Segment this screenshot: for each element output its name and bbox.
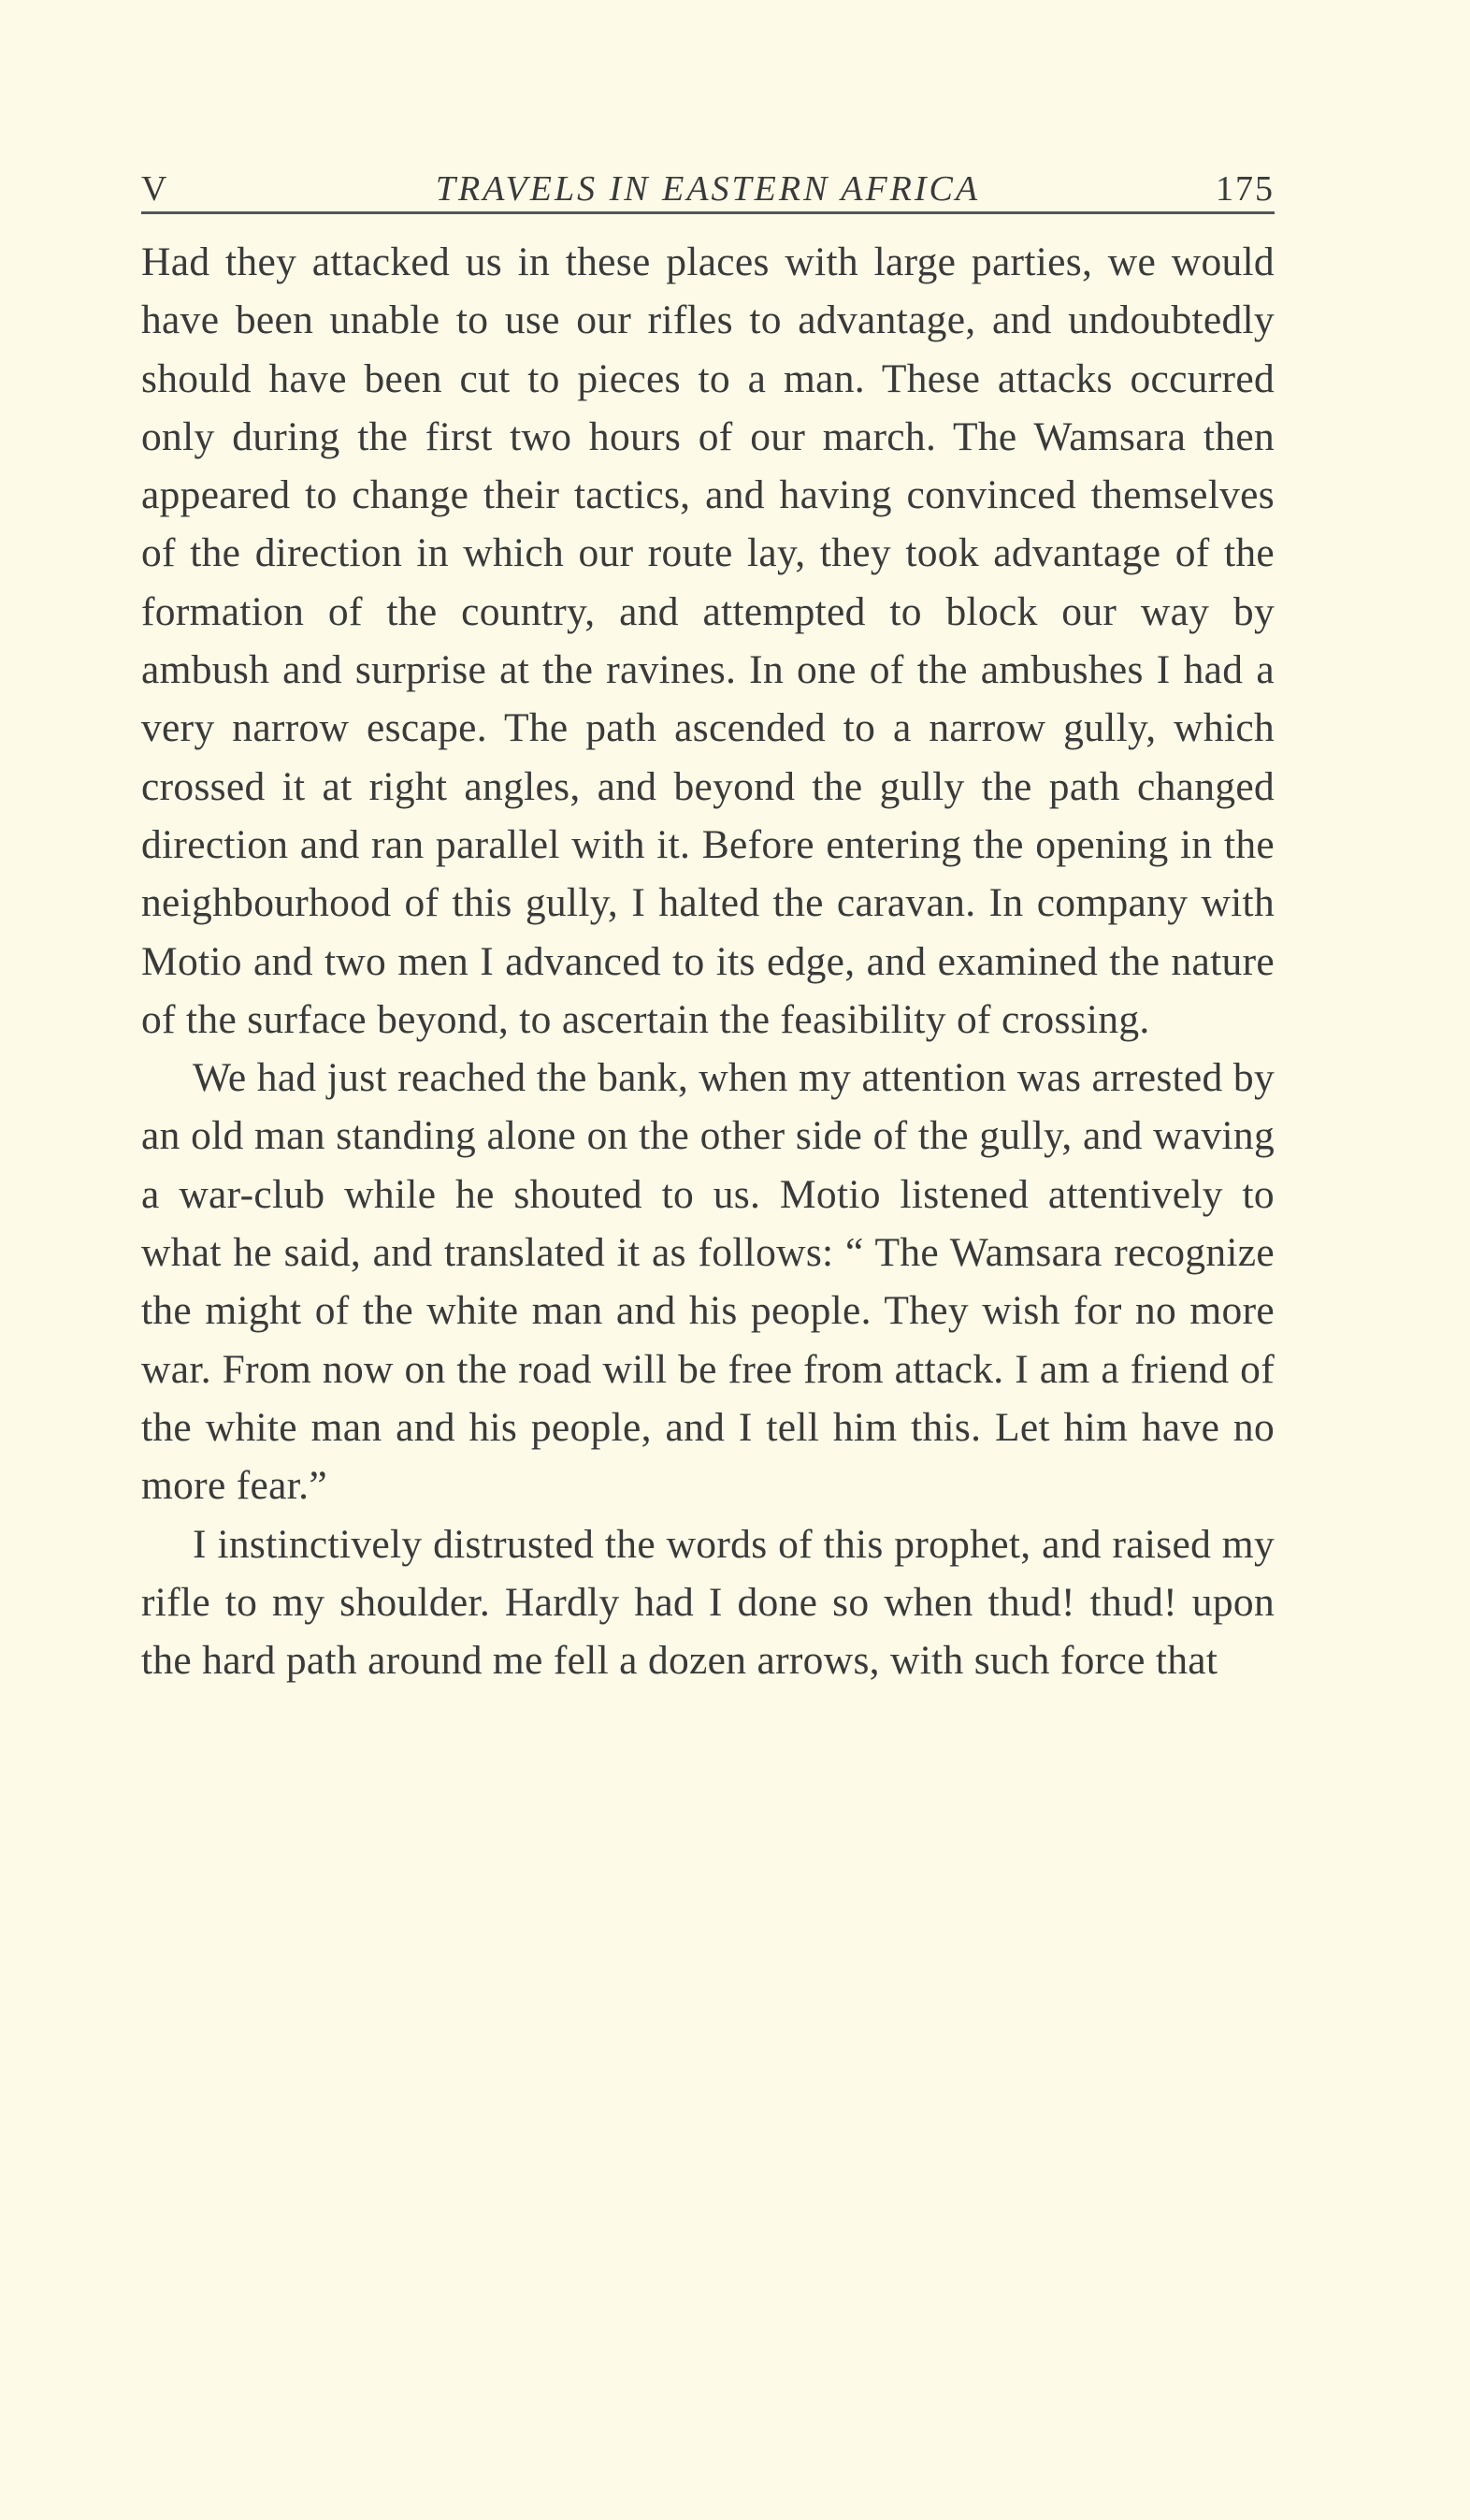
running-head: [141, 159, 1275, 214]
body-text: [141, 233, 1275, 1689]
book-page: [141, 159, 1275, 1689]
page-number: 175: [1216, 169, 1275, 209]
paragraph: I instinctively distrusted the words of this prophet, and raised my rifle to my shoulder. Hardly had I done so when thud! thud! upon the hard path around me fell a dozen arrows, with such force that: [141, 1521, 1275, 1684]
paragraph: We had just reached the bank, when my attention was arrested by an old man standing alone on the other side of the gully, and waving a war-club while he shouted to us. Motio listened attentively to what he said, and translated it as follows: “ The Wamsara recognize the might of the white man and his people. They wish for no more war. From now on the road will be free from attack. I am a friend of the white man and his people, and I tell him this. Let him have no more fear.”: [141, 1055, 1275, 1509]
paragraph: Had they attacked us in these places with large parties, we would have been unable to use our rifles to advantage, and undoubtedly should have been cut to pieces to a man. These attacks occurred only during the first two hours of our march. The Wamsara then appeared to change their tactics, and having convinced themselves of the direction in which our route lay, they took advantage of the formation of the country, and attempted to block our way by ambush and surprise at the ravines. In one of the ambushes I had a very narrow escape. The path ascended to a narrow gully, which crossed it at right angles, and beyond the gully the path changed direction and ran parallel with it. Before entering the opening in the neighbourhood of this gully, I halted the caravan. In company with Motio and two men I advanced to its edge, and examined the nature of the surface beyond, to ascertain the feasibility of crossing.: [141, 239, 1275, 1042]
chapter-number: V: [141, 169, 169, 209]
book-title: TRAVELS IN EASTERN AFRICA: [435, 169, 981, 209]
